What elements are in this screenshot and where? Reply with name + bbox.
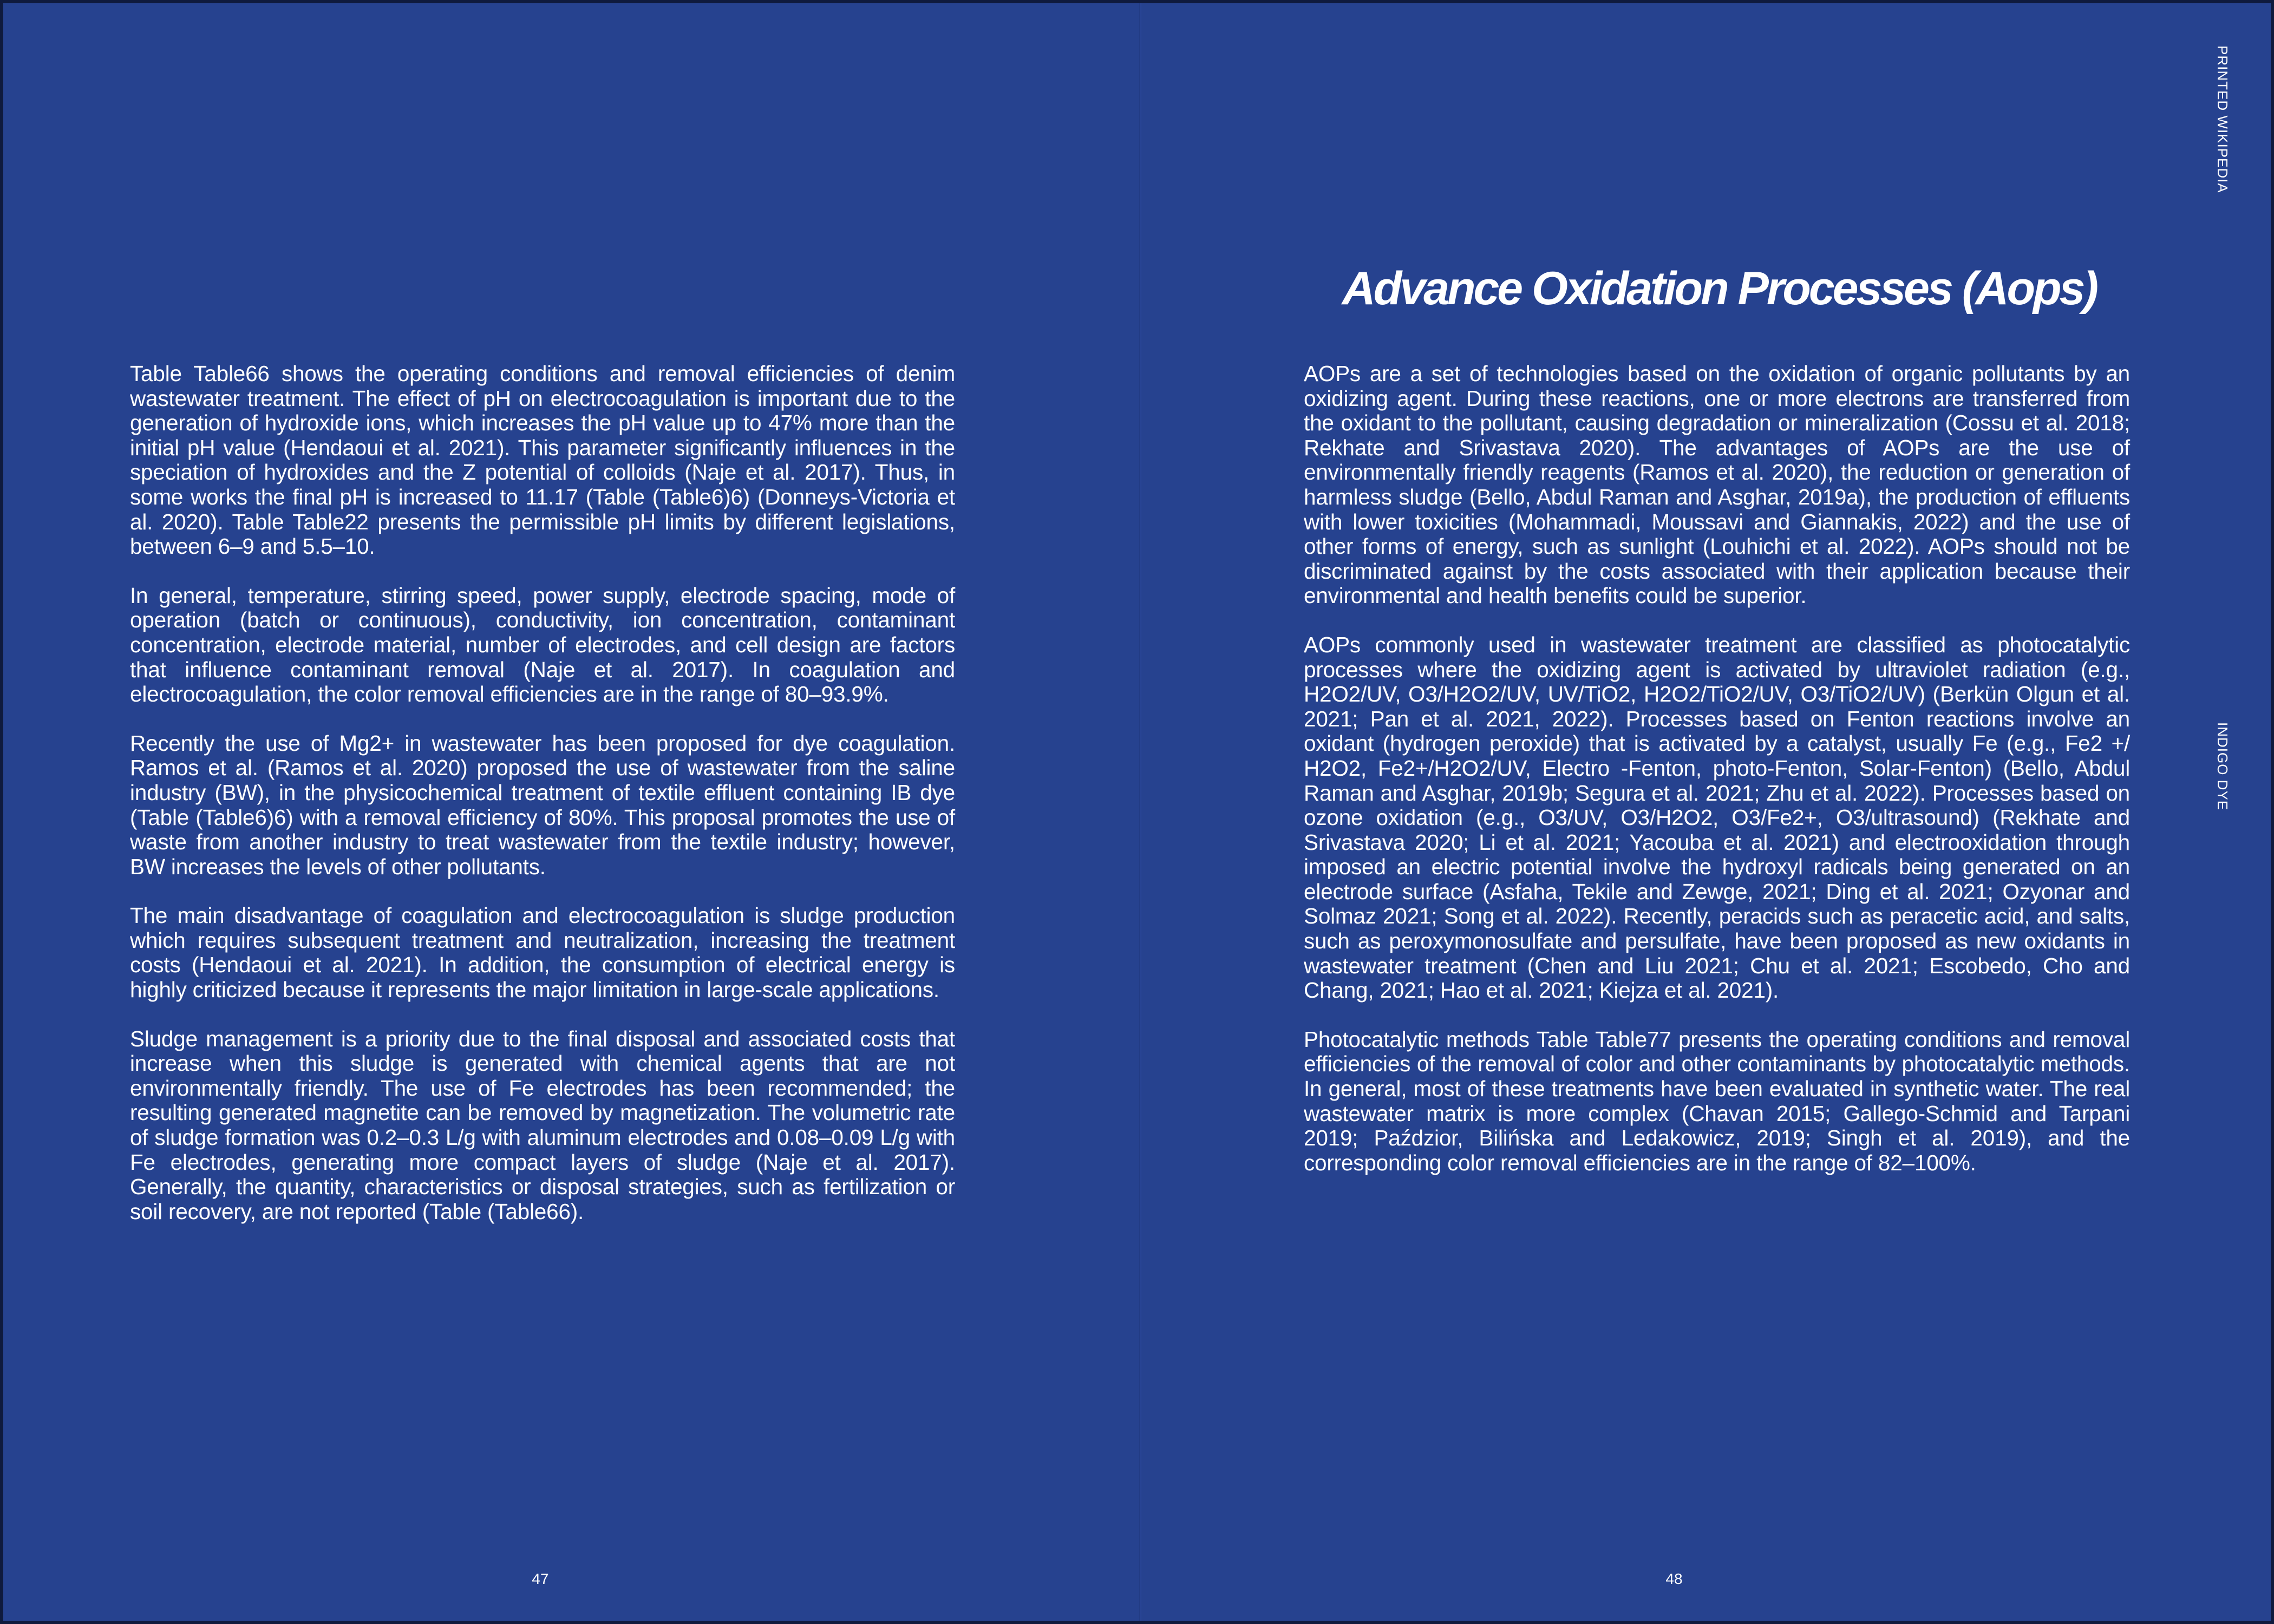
left-page — [3, 3, 1139, 1621]
page-number: 48 — [1665, 1570, 1683, 1587]
section-title: Advance Oxidation Processes (Aops) — [1342, 263, 2096, 315]
paragraph: Recently the use of Mg2+ in wastewater has been proposed for dye coagulation. Ramos et al. (Ramos et al. 2020) proposed the use of wastewater from the saline industry (BW), in the physicochemical treatment of textile effluent containing IB dye (Table (Table6)6) with a removal efficiency of 80%. This proposal promotes the use of waste from another industry to treat wastewater from the textile industry; however, BW increases the levels of other pollutants. — [130, 730, 955, 879]
running-head-section: INDIGO DYE — [2214, 722, 2231, 811]
paragraph: AOPs commonly used in wastewater treatment are classified as photocatalytic processes where the oxidizing agent is activated by ultraviolet radiation (e.g., H2O2/UV, O3/H2O2/UV, UV/TiO2, H2O2/TiO2/UV, O3/TiO2/UV) (Berkün Olgun et al. 2021; Pan et al. 2021, 2022). Processes based on Fenton reactions involve an oxidant (hydrogen peroxide) that is activated by a catalyst, usually Fe (e.g., Fe2 +/ H2O2, Fe2+/H2O2/UV, Electro -Fenton, photo-Fenton, Solar-Fenton) (Bello, Abdul Raman and Asghar, 2019b; Segura et al. 2021; Zhu et al. 2022). Processes based on ozone oxidation (e.g., O3/UV, O3/H2O2, O3/Fe2+, O3/ultrasound) (Rekhate and Srivastava 2020; Li et al. 2021; Yacouba et al. 2021) and electrooxidation through imposed an electric potential involve the hydroxyl radicals being generated on an electrode surface (Asfaha, Tekile and Zewge, 2021; Ding et al. 2021; Ozyonar and Solmaz 2021; Song et al. 2022). Recently, peracids such as peracetic acid, and salts, such as peroxymonosulfate and persulfate, have been proposed as new oxidants in wastewater treatment (Chen and Liu 2021; Chu et al. 2021; Escobedo, Cho and Chang, 2021; Hao et al. 2021; Kiejza et al. 2021). — [1304, 632, 2130, 1003]
page-number: 47 — [532, 1570, 549, 1587]
paragraph: Photocatalytic methods Table Table77 presents the operating conditions and removal efficiencies of the removal of color and other contaminants by photocatalytic methods. In general, most of these treatments have been evaluated in synthetic water. The real wastewater matrix is more complex (Chavan 2015; Gallego-Schmid and Tarpani 2019; Paździor, Bilińska and Ledakowicz, 2019; Singh et al. 2019), and the corresponding color removal efficiencies are in the range of 82–100%. — [1304, 1026, 2130, 1175]
paragraph: The main disadvantage of coagulation and electrocoagulation is sludge production which requires subsequent treatment and neutralization, increasing the treatment costs (Hendaoui et al. 2021). In addition, the consumption of electrical energy is highly criticized because it represents the major limitation in large-scale applications. — [130, 903, 955, 1003]
paragraph: Sludge management is a priority due to the final disposal and associated costs that increase when this sludge is generated with chemical agents that are not environmentally friendly. The use of Fe electrodes has been recommended; the resulting generated magnetite can be removed by magnetization. The volumetric rate of sludge formation was 0.2–0.3 L/g with aluminum electrodes and 0.08–0.09 L/g with Fe electrodes, generating more compact layers of sludge (Naje et al. 2017). Generally, the quantity, characteristics or disposal strategies, such as fertilization or soil recovery, are not reported (Table (Table66). — [130, 1026, 955, 1224]
running-head-publication: PRINTED WIKIPEDIA — [2214, 45, 2231, 193]
paragraph: Table Table66 shows the operating conditions and removal efficiencies of denim wastewater treatment. The effect of pH on electrocoagulation is important due to the generation of hydroxide ions, which increases the pH value up to 47% more than the initial pH value (Hendaoui et al. 2021). This parameter significantly influences in the speciation of hydroxides and the Z potential of colloids (Naje et al. 2017). Thus, in some works the final pH is increased to 11.17 (Table (Table6)6) (Donneys-Victoria et al. 2020). Table Table22 presents the permissible pH limits by different legislations, between 6–9 and 5.5–10. — [130, 361, 955, 559]
paragraph: In general, temperature, stirring speed, power supply, electrode spacing, mode of operation (batch or continuous), conductivity, ion concentration, contaminant concentration, electrode material, number of electrodes, and cell design are factors that influence contaminant removal (Naje et al. 2017). In coagulation and electrocoagulation, the color removal efficiencies are in the range of 80–93.9%. — [130, 582, 955, 707]
left-body-text — [130, 362, 955, 1248]
right-body-text — [1304, 362, 2130, 1200]
paragraph: AOPs are a set of technologies based on the oxidation of organic pollutants by an oxidizing agent. During these reactions, one or more electrons are transferred from the oxidant to the pollutant, causing degradation or mineralization (Cossu et al. 2018; Rekhate and Srivastava 2020). The advantages of AOPs are the use of environmentally friendly reagents (Ramos et al. 2020), the reduction or generation of harmless sludge (Bello, Abdul Raman and Asghar, 2019a), the production of effluents with lower toxicities (Mohammadi, Moussavi and Giannakis, 2022) and the use of other forms of energy, such as sunlight (Louhichi et al. 2022). AOPs should not be discriminated against by the costs associated with their application because their environmental and health benefits could be superior. — [1304, 361, 2130, 608]
right-page — [1141, 3, 2274, 1621]
